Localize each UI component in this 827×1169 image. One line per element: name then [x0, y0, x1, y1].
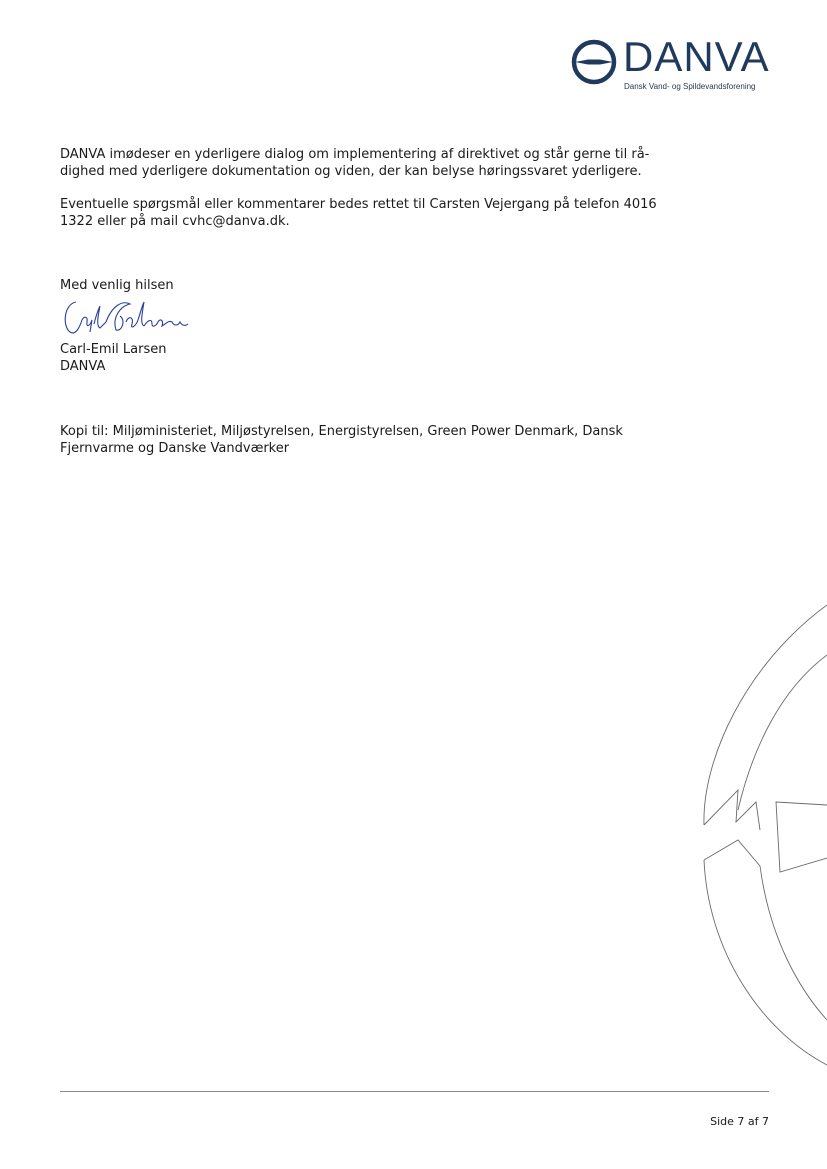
footer-divider	[60, 1091, 769, 1092]
signer-organization: DANVA	[60, 359, 106, 374]
logo-tagline: Dansk Vand- og Spildevandsforening	[624, 82, 756, 91]
watermark-graphic	[690, 590, 827, 1070]
signature-image	[60, 296, 190, 340]
page-number: Side 7 af 7	[710, 1115, 769, 1128]
logo-wordmark: DANVA	[623, 33, 770, 80]
paragraph-contact: Eventuelle spørgsmål eller kommentarer bedes rettet til Carsten Vejergang på telefon 4016 1322 eller på mail cvhc@danva.dk.	[60, 197, 657, 229]
paragraph-dialog: DANVA imødeser en yderligere dialog om implementering af direktivet og står gerne til rå-dighed med yderligere dokumentation og viden, der kan belyse høringssvaret yderligere.	[60, 147, 650, 179]
danva-logo	[568, 33, 770, 94]
signer-name: Carl-Emil Larsen	[60, 342, 167, 357]
danva-logo-icon	[568, 38, 620, 90]
copy-recipients: Kopi til: Miljøministeriet, Miljøstyrelsen, Energistyrelsen, Green Power Denmark, Dansk Fjernvarme og Danske Vandværker	[60, 424, 623, 456]
closing-greeting: Med venlig hilsen	[60, 278, 174, 293]
